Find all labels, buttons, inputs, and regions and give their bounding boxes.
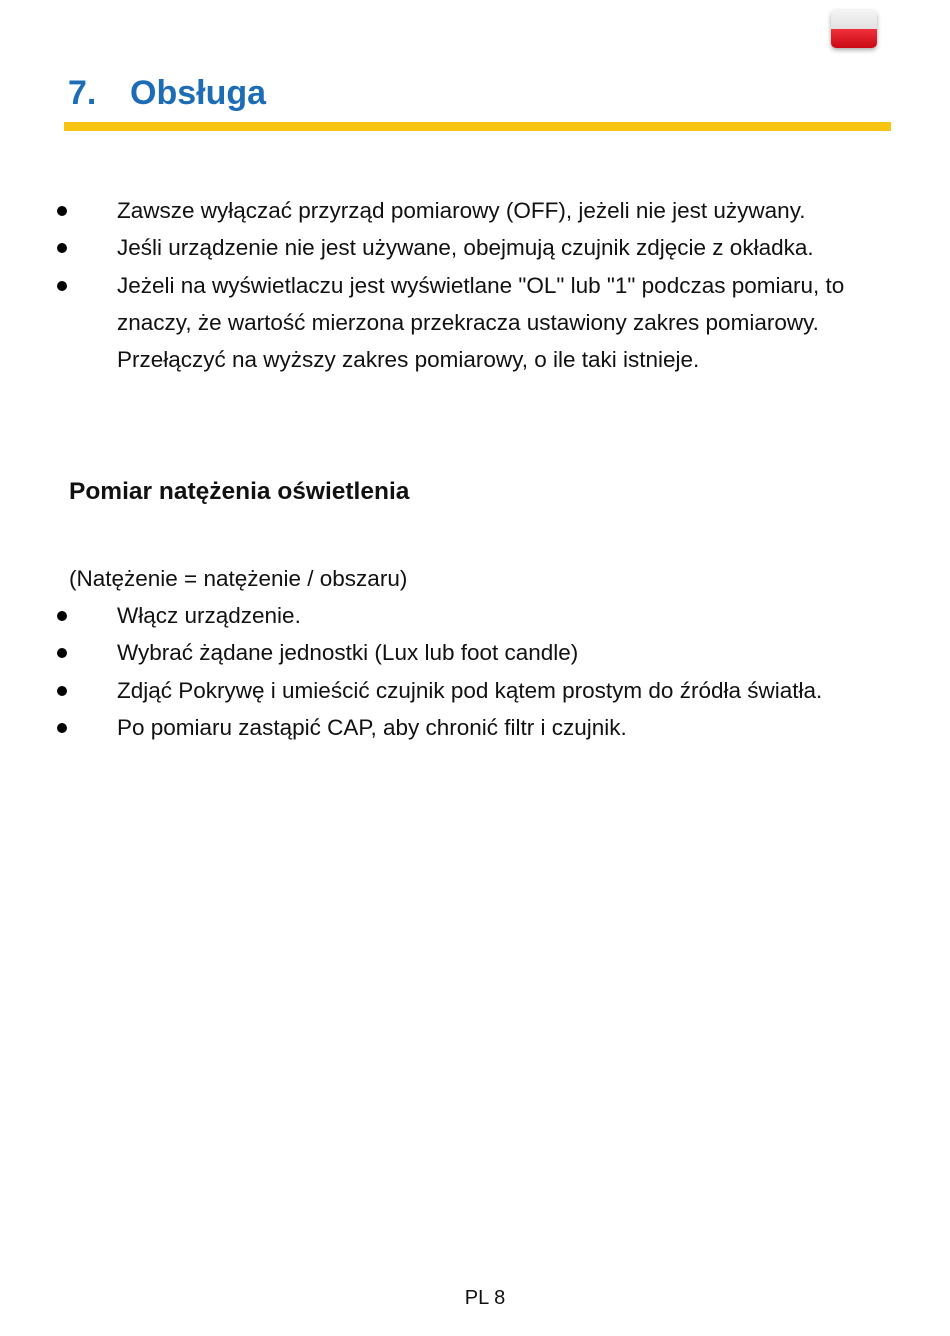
list-item: Wybrać żądane jednostki (Lux lub foot candle) (0, 634, 887, 671)
list-item: Jeśli urządzenie nie jest używane, obejmują czujnik zdjęcie z okładka. (0, 229, 887, 266)
flag-red-stripe (831, 29, 877, 48)
flag-white-stripe (831, 10, 877, 29)
section-title-text: Obsługa (130, 74, 267, 112)
list-item: Jeżeli na wyświetlaczu jest wyświetlane "OL" lub "1" podczas pomiaru, to znaczy, że wartość mierzona przekracza ustawiony zakres pomiarowy. Przełączyć na wyższy zakres pomiarowy, o ile taki istnieje. (0, 267, 887, 379)
measurement-steps-list (0, 597, 887, 746)
measurement-heading: Pomiar natężenia oświetlenia (69, 478, 410, 505)
section-title (68, 70, 266, 116)
page-number: PL 8 (464, 1287, 506, 1309)
intro-bullet-list (0, 192, 887, 378)
poland-flag-icon (831, 10, 877, 48)
list-item: Po pomiaru zastąpić CAP, aby chronić filtr i czujnik. (0, 709, 887, 746)
list-item: Włącz urządzenie. (0, 597, 887, 634)
title-underline (64, 122, 891, 131)
list-item: Zdjąć Pokrywę i umieścić czujnik pod kątem prostym do źródła światła. (0, 672, 887, 709)
section-number: 7. (68, 74, 97, 112)
measurement-formula: (Natężenie = natężenie / obszaru) (69, 566, 408, 591)
list-item: Zawsze wyłączać przyrząd pomiarowy (OFF), jeżeli nie jest używany. (0, 192, 887, 229)
